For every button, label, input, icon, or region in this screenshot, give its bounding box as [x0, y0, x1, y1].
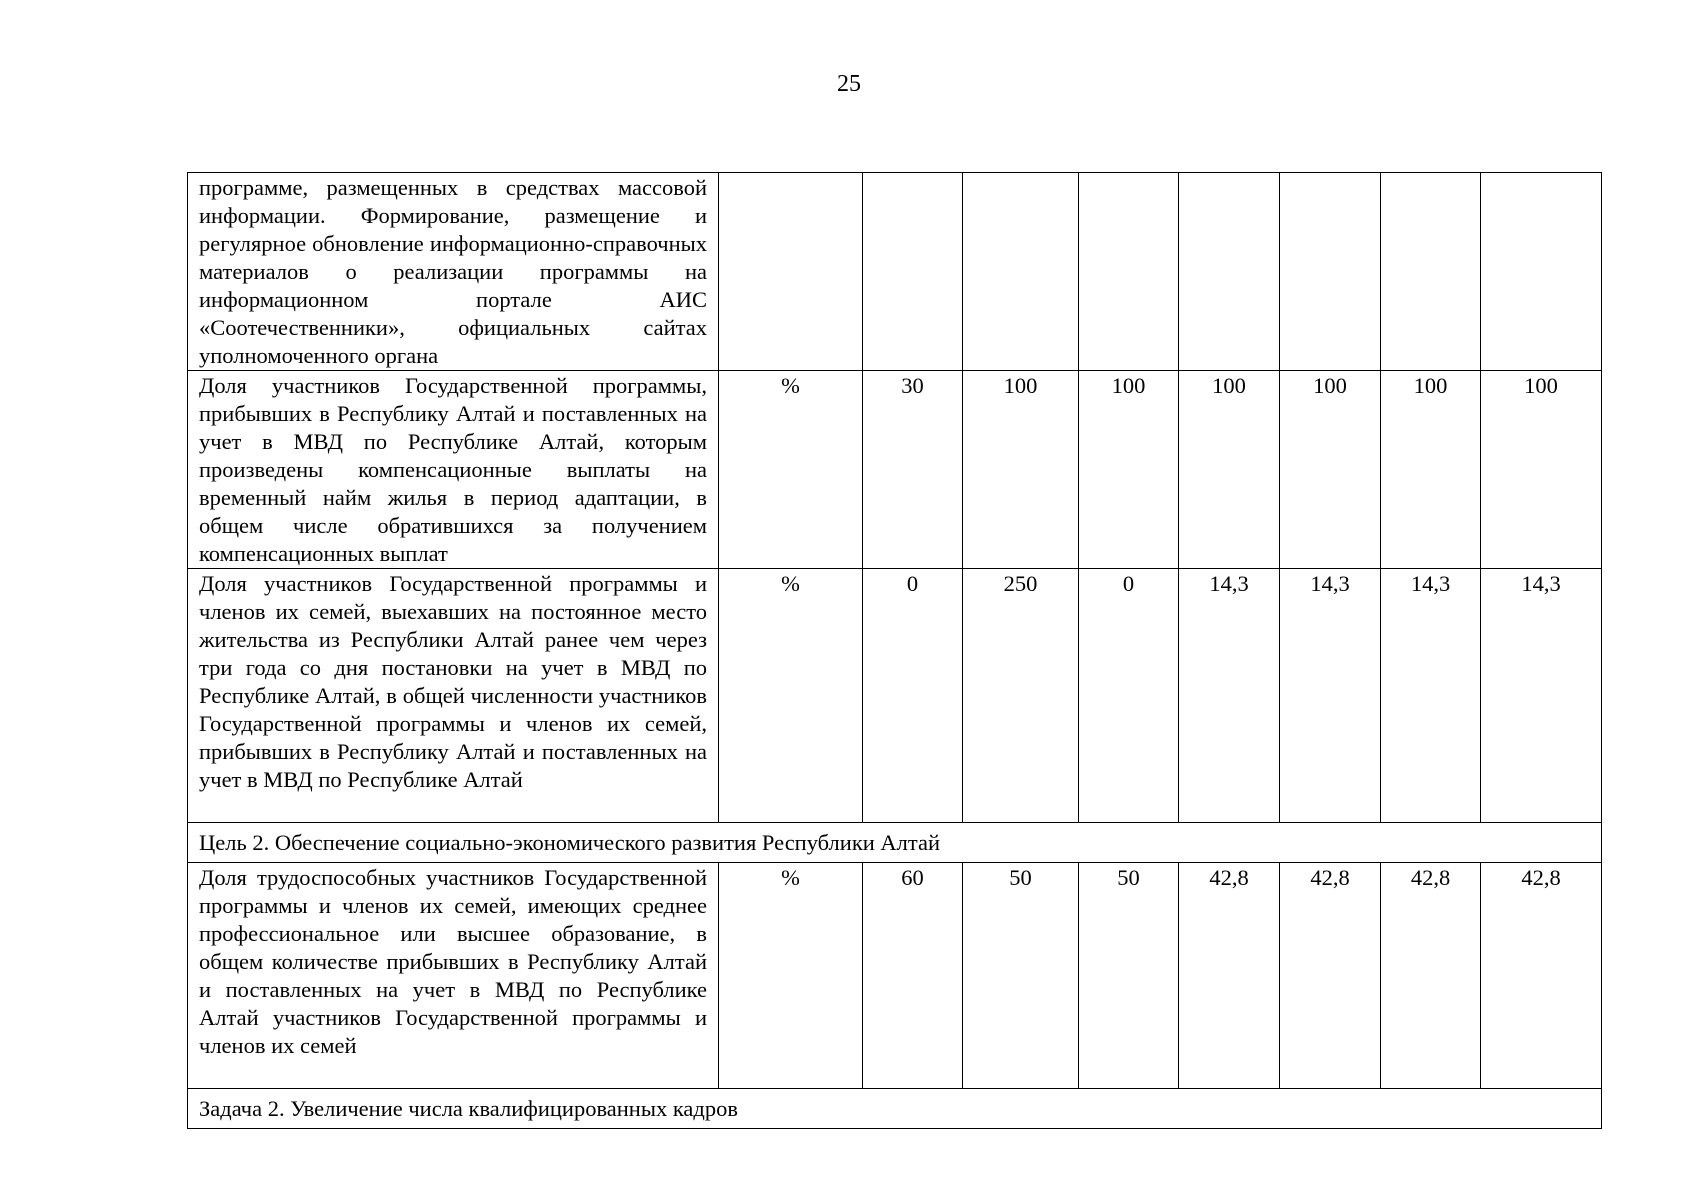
indicator-description: Доля участников Государственной программы, прибывших в Республику Алтай и поставленных на учет в МВД по Республике Алтай, которым произведены компенсационные выплаты на временный найм жилья в период адаптации, в общем числе обратившихся за получением компенсационных выплат	[188, 371, 719, 569]
value-cell	[1179, 173, 1280, 371]
value-cell	[1481, 173, 1602, 371]
indicator-description: Доля участников Государственной программы и членов их семей, выехавших на постоянное место жительства из Республики Алтай ранее чем через три года со дня постановки на учет в МВД по Республике Алтай, в общей численности участников Государственной программы и членов их семей, прибывших в Республику Алтай и поставленных на учет в МВД по Республике Алтай	[188, 569, 719, 823]
value-cell	[1280, 173, 1381, 371]
section-row	[188, 823, 1602, 863]
value-cell: 60	[863, 863, 963, 1089]
value-cell: 100	[1381, 371, 1481, 569]
section-row	[188, 1089, 1602, 1129]
value-cell: 100	[1280, 371, 1381, 569]
value-cell: 14,3	[1481, 569, 1602, 823]
unit-cell: %	[719, 569, 863, 823]
unit-cell	[719, 173, 863, 371]
value-cell: 42,8	[1481, 863, 1602, 1089]
task-heading: Задача 2. Увеличение числа квалифицированных кадров	[188, 1089, 1602, 1129]
value-cell: 100	[1179, 371, 1280, 569]
indicator-description: программе, размещенных в средствах массовой информации. Формирование, размещение и регулярное обновление информационно-справочных материалов о реализации программы на информационном портале АИС «Соотечественники», официальных сайтах уполномоченного органа	[188, 173, 719, 371]
value-cell: 100	[1481, 371, 1602, 569]
value-cell: 50	[1079, 863, 1179, 1089]
value-cell	[1381, 173, 1481, 371]
value-cell	[1079, 173, 1179, 371]
page-number: 25	[837, 71, 861, 97]
value-cell: 42,8	[1179, 863, 1280, 1089]
table-row	[188, 863, 1602, 1089]
value-cell: 250	[963, 569, 1079, 823]
table-row	[188, 371, 1602, 569]
unit-cell: %	[719, 863, 863, 1089]
value-cell: 42,8	[1280, 863, 1381, 1089]
value-cell: 14,3	[1381, 569, 1481, 823]
unit-cell: %	[719, 371, 863, 569]
value-cell: 0	[1079, 569, 1179, 823]
value-cell: 14,3	[1179, 569, 1280, 823]
table-row	[188, 173, 1602, 371]
value-cell: 0	[863, 569, 963, 823]
value-cell: 42,8	[1381, 863, 1481, 1089]
value-cell: 30	[863, 371, 963, 569]
value-cell: 50	[963, 863, 1079, 1089]
value-cell: 14,3	[1280, 569, 1381, 823]
table-row	[188, 569, 1602, 823]
goal-heading: Цель 2. Обеспечение социально-экономического развития Республики Алтай	[188, 823, 1602, 863]
indicators-table	[187, 172, 1602, 1129]
value-cell: 100	[1079, 371, 1179, 569]
indicator-description: Доля трудоспособных участников Государственной программы и членов их семей, имеющих среднее профессиональное или высшее образование, в общем количестве прибывших в Республику Алтай и поставленных на учет в МВД по Республике Алтай участников Государственной программы и членов их семей	[188, 863, 719, 1089]
value-cell: 100	[963, 371, 1079, 569]
value-cell	[963, 173, 1079, 371]
value-cell	[863, 173, 963, 371]
